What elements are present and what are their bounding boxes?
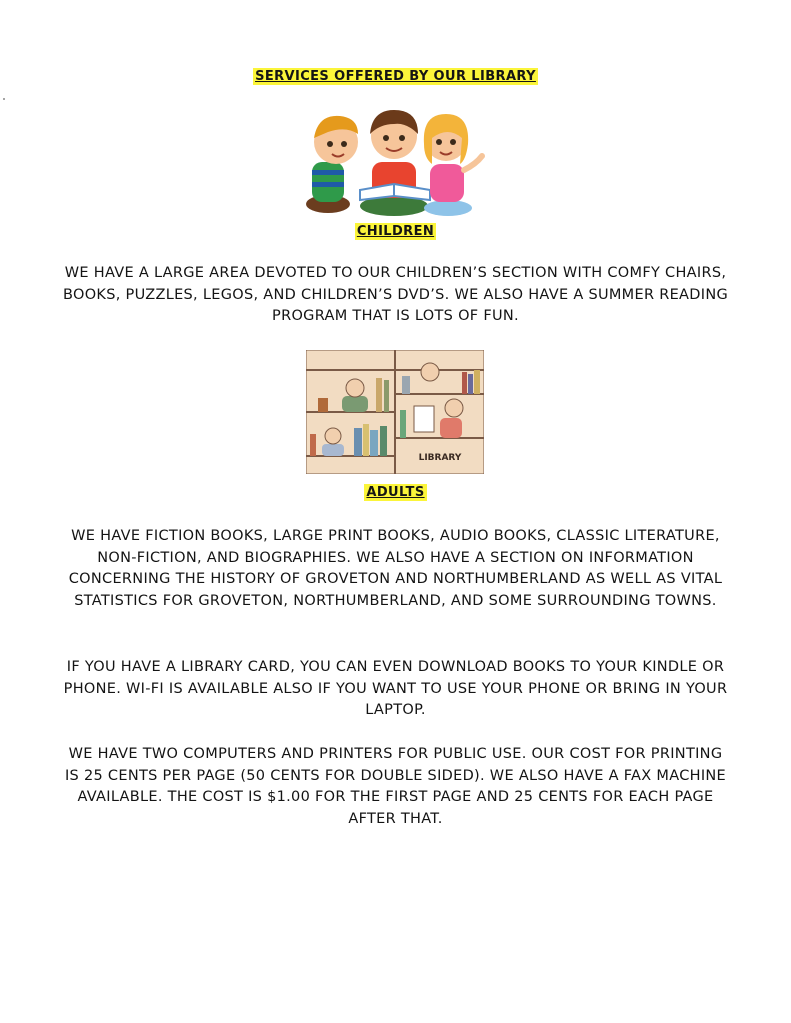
- scan-speck: [3, 98, 5, 100]
- children-heading-text: CHILDREN: [356, 224, 435, 239]
- adults-heading: [0, 485, 791, 500]
- page-title-text: SERVICES OFFERED BY OUR LIBRARY: [255, 69, 536, 84]
- page-title: [0, 69, 791, 84]
- children-heading: [0, 224, 791, 239]
- adults-paragraph-collections: WE HAVE FICTION BOOKS, LARGE PRINT BOOKS, AUDIO BOOKS, CLASSIC LITERATURE, NON-FICTION, AND BIOGRAPHIES. WE ALSO HAVE A SECTION ON INFORMATION CONCERNING THE HISTORY OF GROVETON AND NORTHUMBERLAND AS WELL AS VITAL STATISTICS FOR GROVETON, NORTHUMBERLAND, AND SOME SURROUNDING TOWNS.: [68, 528, 723, 609]
- adults-heading-text: ADULTS: [366, 485, 425, 500]
- library-shelves-icon: [306, 350, 484, 474]
- children-paragraph: WE HAVE A LARGE AREA DEVOTED TO OUR CHILDREN’S SECTION WITH COMFY CHAIRS, BOOKS, PUZZLES, LEGOS, AND CHILDREN’S DVD’S. WE ALSO HAVE A SUMMER READING PROGRAM THAT IS LOTS OF FUN.: [62, 265, 729, 324]
- library-label: LIBRARY: [418, 453, 462, 463]
- children-reading-icon: [298, 104, 488, 220]
- adults-paragraph-computers: WE HAVE TWO COMPUTERS AND PRINTERS FOR PUBLIC USE. OUR COST FOR PRINTING IS 25 CENTS PER PAGE (50 CENTS FOR DOUBLE SIDED). WE ALSO HAVE A FAX MACHINE AVAILABLE. THE COST IS $1.00 FOR THE FIRST PAGE AND 25 CENTS FOR EACH PAGE AFTER THAT.: [64, 746, 727, 827]
- adults-paragraph-digital: IF YOU HAVE A LIBRARY CARD, YOU CAN EVEN DOWNLOAD BOOKS TO YOUR KINDLE OR PHONE. WI-FI IS AVAILABLE ALSO IF YOU WANT TO USE YOUR PHONE OR BRING IN YOUR LAPTOP.: [63, 659, 728, 718]
